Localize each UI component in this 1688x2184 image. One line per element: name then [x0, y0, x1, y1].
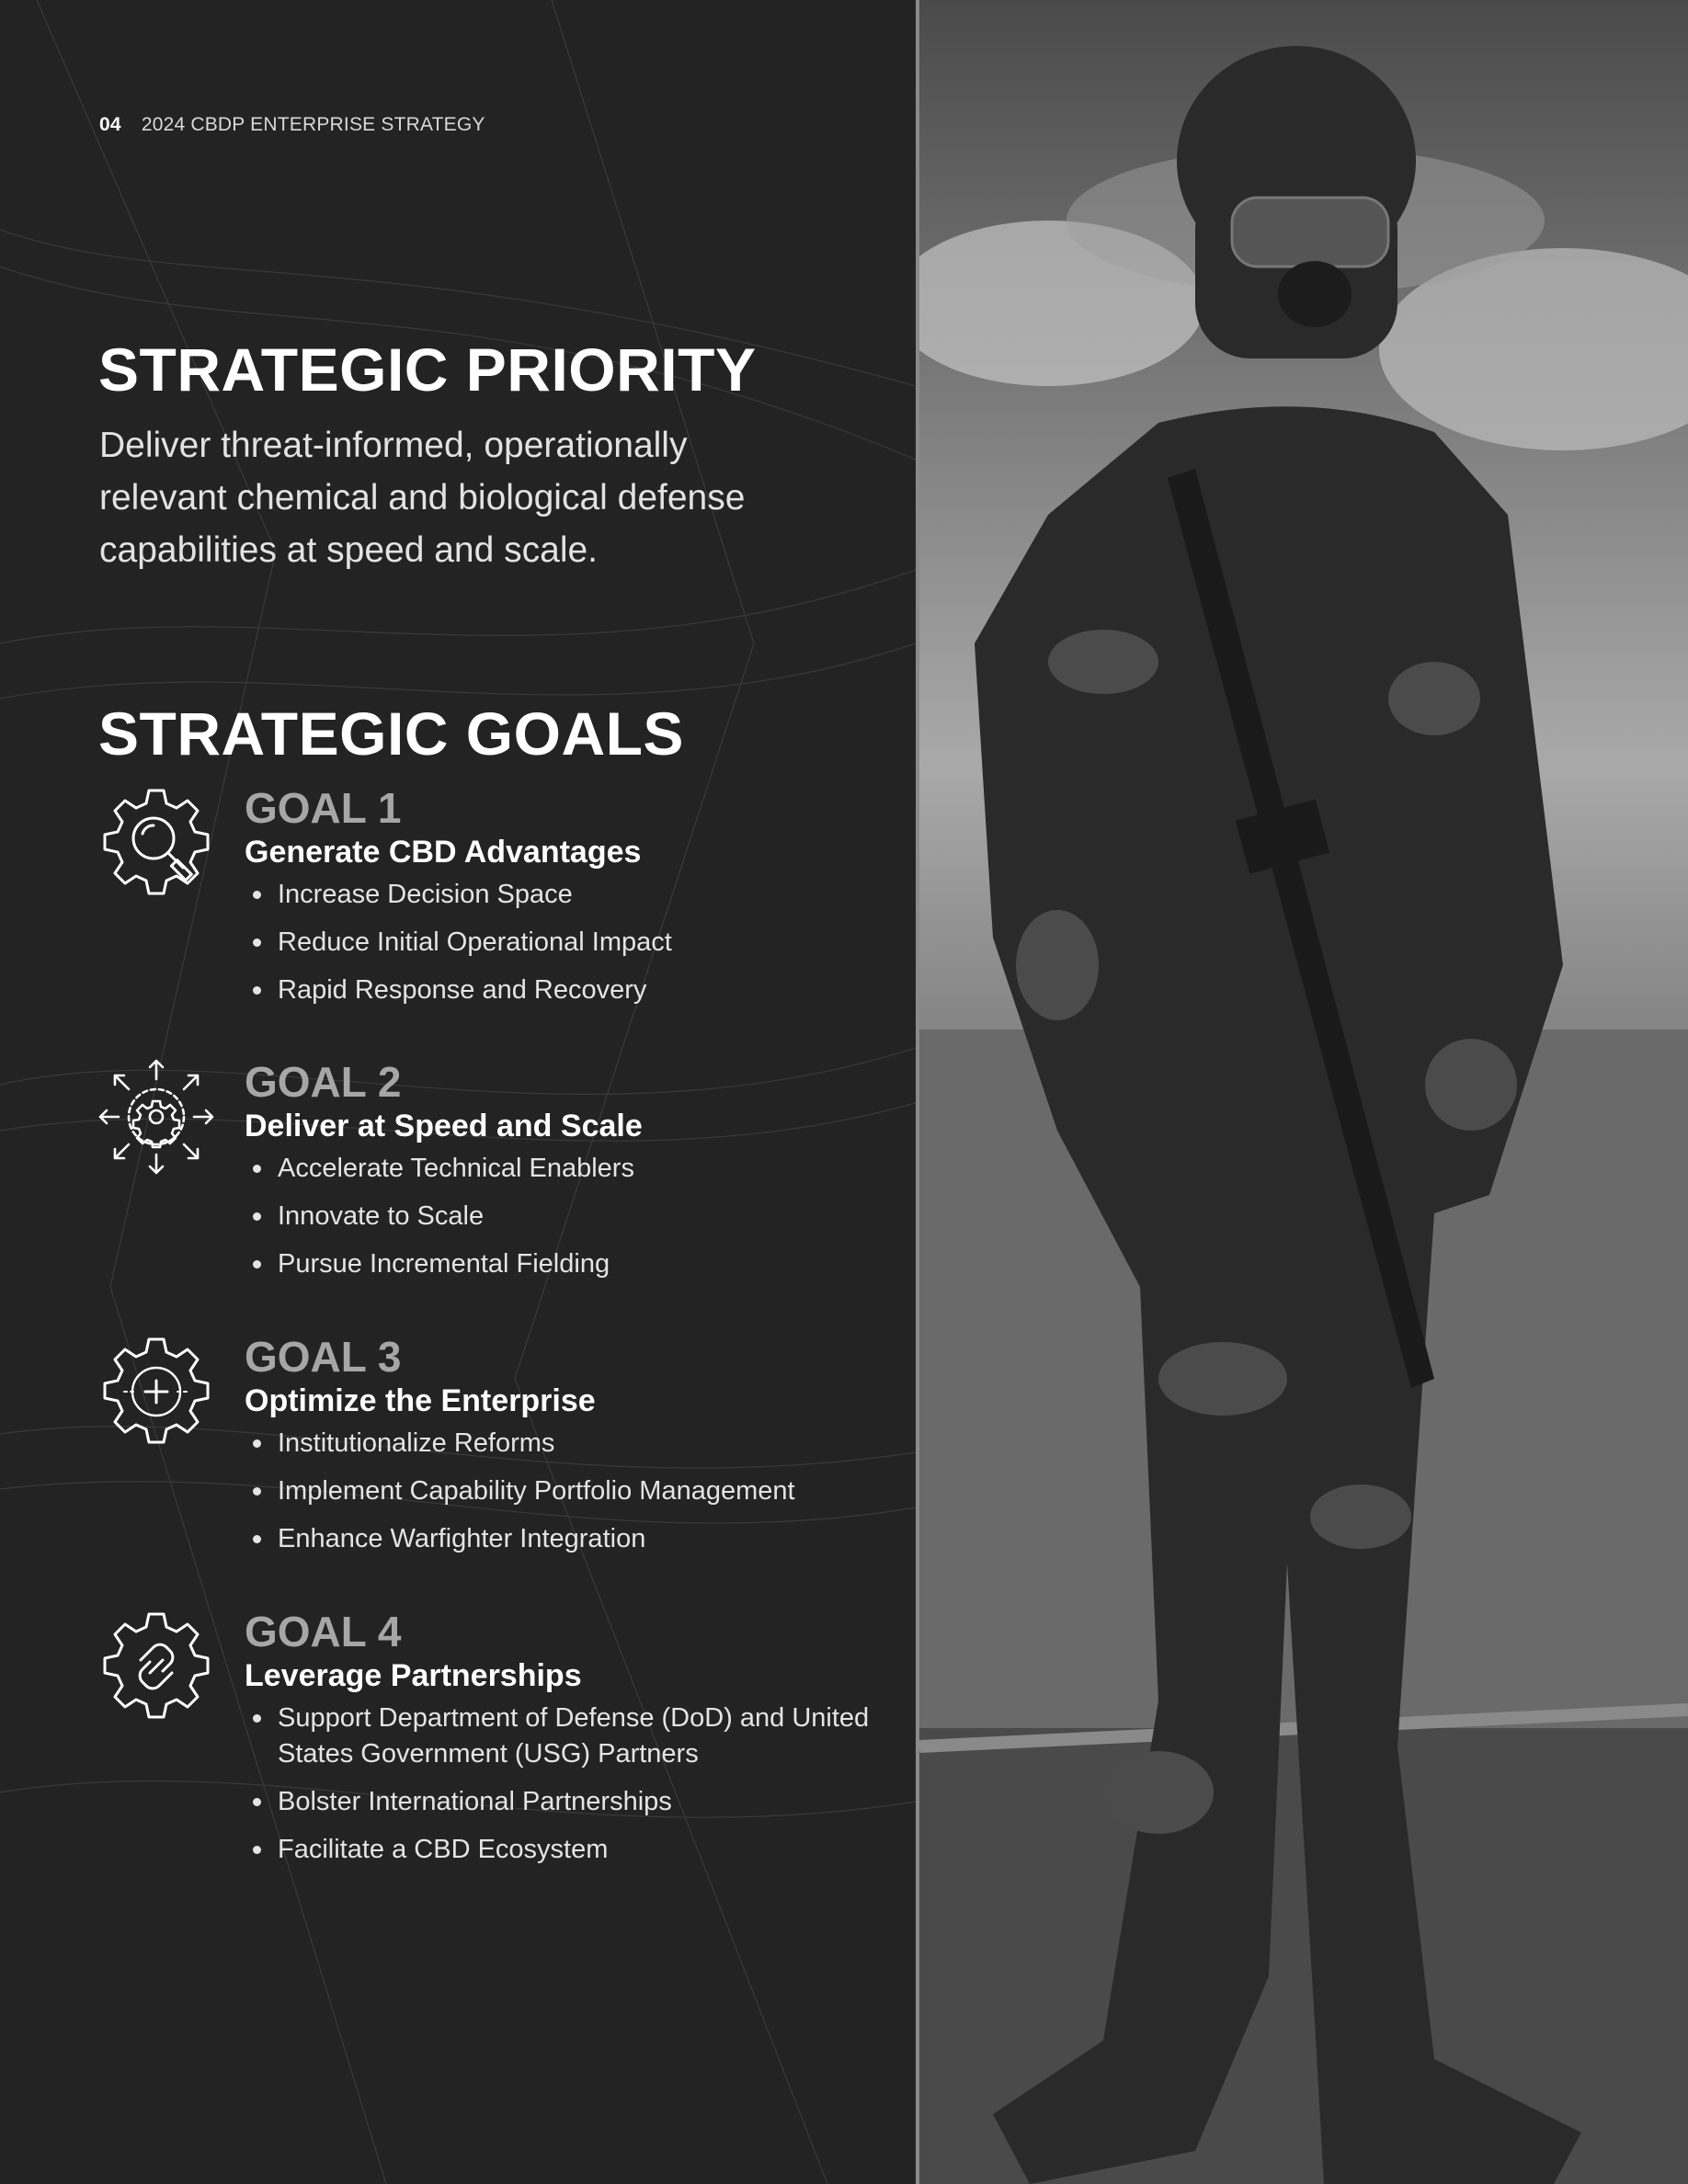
list-item: Accelerate Technical Enablers: [245, 1151, 907, 1187]
goal-4-label: GOAL 4: [245, 1608, 402, 1655]
soldier-gas-mask-photo: [919, 0, 1688, 2184]
list-item: Institutionalize Reforms: [245, 1426, 907, 1462]
running-title: 2024 CBDP ENTERPRISE STRATEGY: [141, 114, 485, 135]
list-item: Bolster International Partnerships: [245, 1784, 907, 1820]
goal-2-label: GOAL 2: [245, 1058, 402, 1106]
goal-4-title: Leverage Partnerships: [245, 1658, 582, 1693]
list-item: Support Department of Defense (DoD) and United States Government (USG) Partners: [245, 1701, 907, 1772]
list-item: Innovate to Scale: [245, 1199, 907, 1234]
goal-2-title: Deliver at Speed and Scale: [245, 1109, 643, 1143]
goal-1-label: GOAL 1: [245, 784, 402, 832]
list-item: Rapid Response and Recovery: [245, 973, 907, 1008]
goal-3-list: [245, 1426, 907, 1557]
gear-expand-arrows-icon: [97, 1057, 216, 1177]
list-item: Increase Decision Space: [245, 877, 907, 913]
strategic-priority-text: Deliver threat-informed, operationally relevant chemical and biological defense capabilities at speed and scale.: [99, 426, 746, 570]
page-number: 04: [99, 114, 121, 135]
goal-2-list: [245, 1151, 907, 1282]
gear-magnifier-icon: [97, 783, 216, 903]
gear-crosshair-icon: [97, 1332, 216, 1451]
list-item: Enhance Warfighter Integration: [245, 1521, 907, 1557]
list-item: Pursue Incremental Fielding: [245, 1246, 907, 1282]
list-item: Reduce Initial Operational Impact: [245, 925, 907, 961]
goal-1-title: Generate CBD Advantages: [245, 835, 642, 870]
goal-3-label: GOAL 3: [245, 1333, 402, 1381]
list-item: Implement Capability Portfolio Management: [245, 1473, 907, 1509]
photo-illustration: [919, 0, 1688, 2184]
running-header: [99, 114, 485, 136]
goal-3-title: Optimize the Enterprise: [245, 1383, 596, 1418]
goal-4-list: [245, 1701, 907, 1868]
strategic-priority-heading: STRATEGIC PRIORITY: [98, 336, 757, 404]
gear-chain-link-icon: [97, 1607, 216, 1726]
goal-1-list: [245, 877, 907, 1008]
strategic-goals-heading: STRATEGIC GOALS: [98, 700, 684, 768]
list-item: Facilitate a CBD Ecosystem: [245, 1832, 907, 1868]
